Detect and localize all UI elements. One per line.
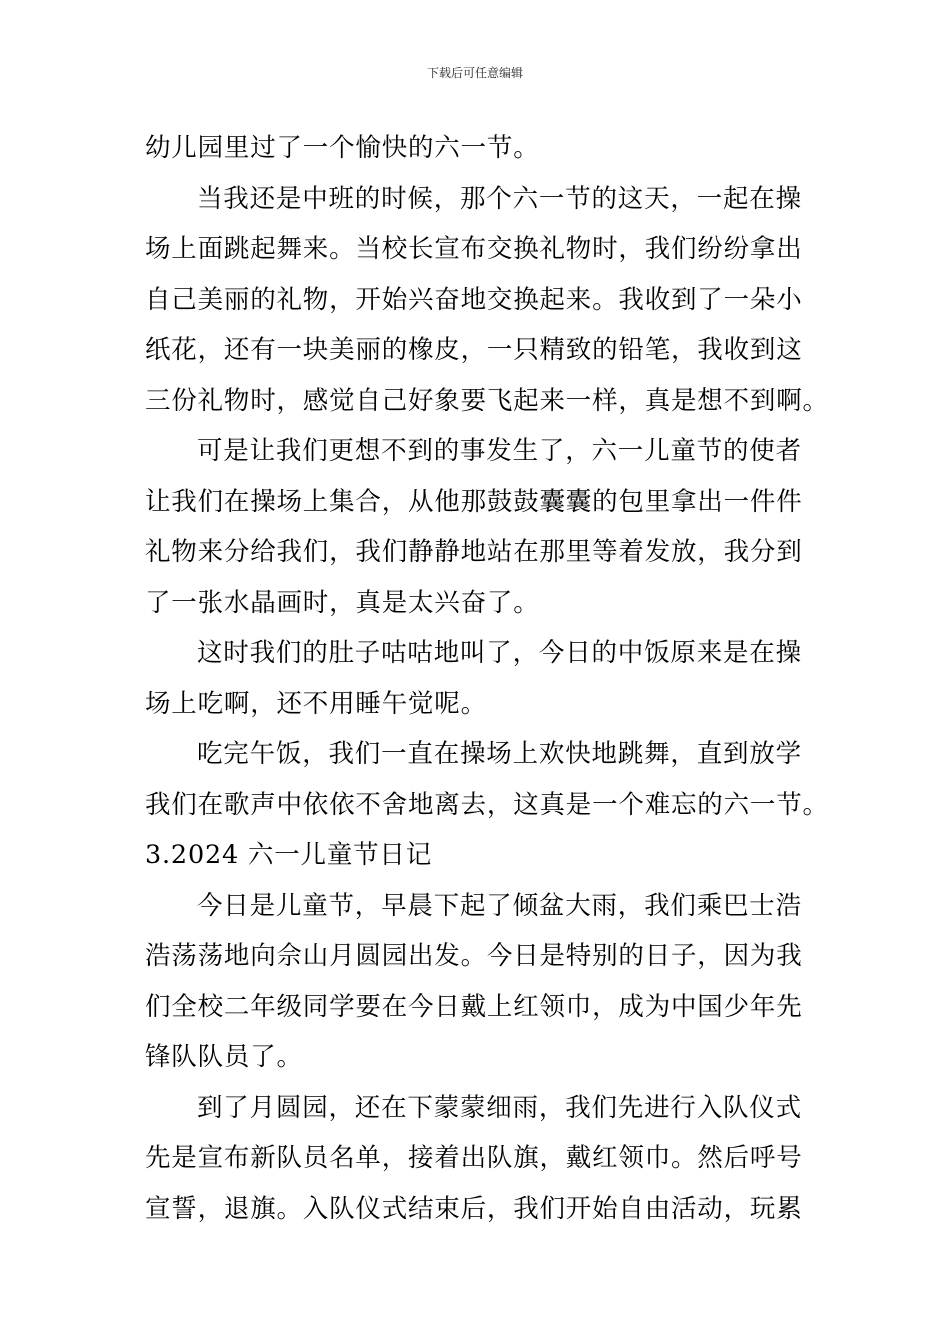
text-line: 让我们在操场上集合，从他那鼓鼓囊囊的包里拿出一件件	[145, 486, 803, 517]
text-line: 到了月圆园，还在下蒙蒙细雨，我们先进行入队仪式	[197, 1092, 802, 1123]
text-line: 今日是儿童节，早晨下起了倾盆大雨，我们乘巴士浩	[197, 890, 802, 921]
text-line: 自己美丽的礼物，开始兴奋地交换起来。我收到了一朵小	[145, 284, 803, 315]
text-line: 们全校二年级同学要在今日戴上红领巾，成为中国少年先	[145, 991, 803, 1022]
text-line: 幼儿园里过了一个愉快的六一节。	[145, 133, 540, 163]
text-line: 场上面跳起舞来。当校长宣布交换礼物时，我们纷纷拿出	[145, 234, 803, 264]
text-line: 浩荡荡地向佘山月圆园出发。今日是特别的日子，因为我	[145, 941, 803, 971]
document-body	[145, 123, 829, 1234]
text-line: 可是让我们更想不到的事发生了，六一儿童节的使者	[197, 436, 802, 466]
text-line: 了一张水晶画时，真是太兴奋了。	[145, 587, 540, 618]
section-heading: 3.2024 六一儿童节日记	[145, 840, 433, 870]
page-header-note: 下载后可任意编辑	[426, 66, 523, 80]
text-line: 宣誓，退旗。入队仪式结束后，我们开始自由活动，玩累	[145, 1193, 803, 1224]
text-line: 场上吃啊，还不用睡午觉呢。	[145, 688, 487, 719]
text-line: 礼物来分给我们，我们静静地站在那里等着发放，我分到	[145, 537, 803, 567]
text-line: 吃完午饭，我们一直在操场上欢快地跳舞，直到放学	[197, 739, 802, 769]
text-line: 我们在歌声中依依不舍地离去，这真是一个难忘的六一节。	[145, 789, 829, 820]
text-line: 当我还是中班的时候，那个六一节的这天，一起在操	[197, 183, 802, 214]
text-line: 三份礼物时，感觉自己好象要飞起来一样，真是想不到啊。	[145, 385, 829, 416]
text-line: 锋队队员了。	[145, 1042, 303, 1072]
text-line: 纸花，还有一块美丽的橡皮，一只精致的铅笔，我收到这	[145, 335, 803, 365]
text-line: 先是宣布新队员名单，接着出队旗，戴红领巾。然后呼号	[145, 1143, 803, 1173]
text-line: 这时我们的肚子咕咕地叫了，今日的中饭原来是在操	[197, 638, 802, 668]
